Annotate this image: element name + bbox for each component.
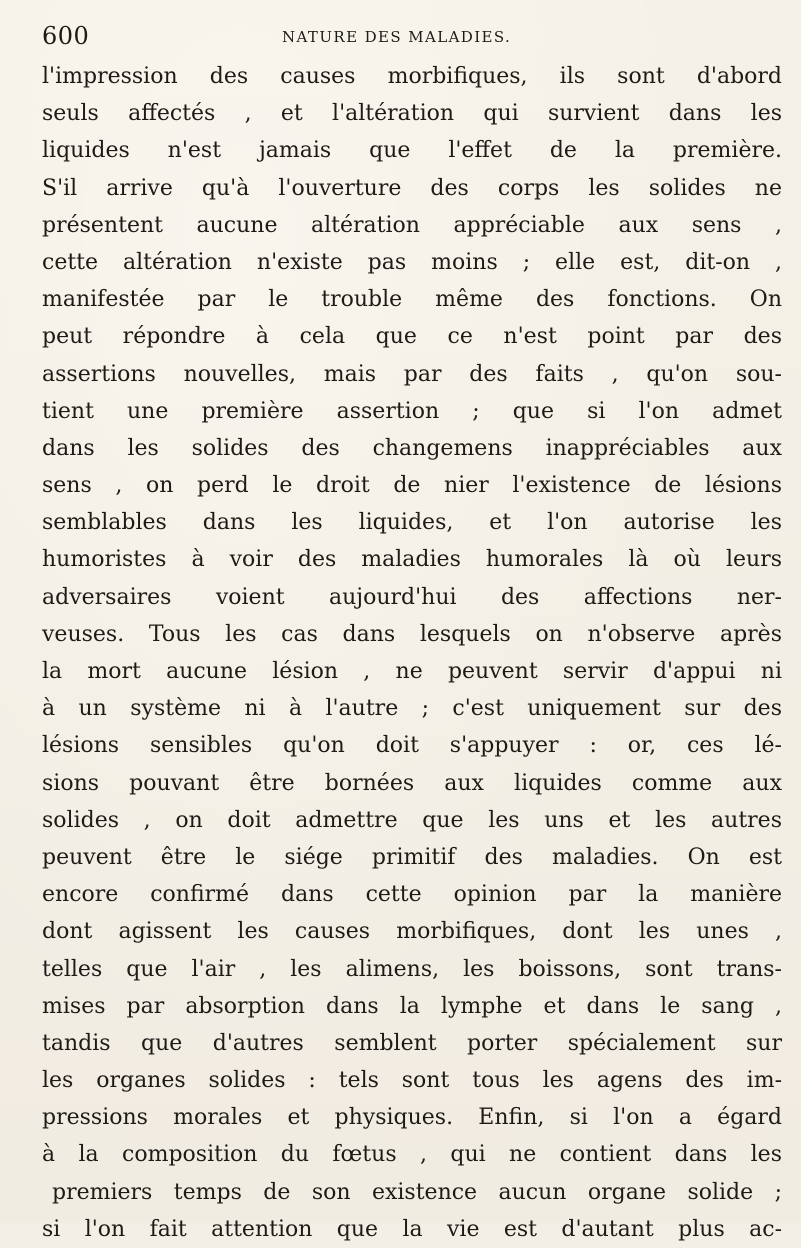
text-line: manifestée par le trouble même des fonctions. On xyxy=(42,287,782,313)
text-line: mises par absorption dans la lymphe et dans le sang , xyxy=(42,993,782,1019)
text-line: présentent aucune altération appréciable aux sens , xyxy=(42,212,782,238)
text-line: tandis que d'autres semblent porter spécialement sur xyxy=(42,1030,782,1056)
text-line: liquides n'est jamais que l'effet de la première. xyxy=(42,138,782,164)
text-line: veuses. Tous les cas dans lesquels on n'observe après xyxy=(42,621,782,647)
text-line: seuls affectés , et l'altération qui survient dans les xyxy=(42,101,782,127)
text-line: peuvent être le siége primitif des maladies. On est xyxy=(42,844,782,870)
text-line: humoristes à voir des maladies humorales là où leurs xyxy=(42,547,782,573)
text-line: telles que l'air , les alimens, les boissons, sont trans- xyxy=(42,956,782,982)
text-line: assertions nouvelles, mais par des faits , qu'on sou- xyxy=(42,361,782,387)
text-line: cette altération n'existe pas moins ; elle est, dit-on , xyxy=(42,249,782,275)
page-header xyxy=(42,22,762,56)
text-line: lésions sensibles qu'on doit s'appuyer : or, ces lé- xyxy=(42,733,782,759)
text-line: si l'on fait attention que la vie est d'autant plus ac- xyxy=(42,1216,782,1242)
text-line: solides , on doit admettre que les uns et les autres xyxy=(42,807,782,833)
body-text xyxy=(42,58,782,1248)
text-line: premiers temps de son existence aucun organe solide ; xyxy=(52,1179,782,1205)
text-line: encore confirmé dans cette opinion par la manière xyxy=(42,882,782,908)
text-line: dont agissent les causes morbifiques, dont les unes , xyxy=(42,919,782,945)
text-line: pressions morales et physiques. Enfin, si l'on a égard xyxy=(42,1105,782,1131)
text-line: S'il arrive qu'à l'ouverture des corps les solides ne xyxy=(42,175,782,201)
text-line: dans les solides des changemens inappréciables aux xyxy=(42,435,782,461)
running-head: NATURE DES MALADIES. xyxy=(282,28,512,46)
text-line: tient une première assertion ; que si l'on admet xyxy=(42,398,782,424)
text-line: sens , on perd le droit de nier l'existence de lésions xyxy=(42,473,782,499)
text-line: à un système ni à l'autre ; c'est uniquement sur des xyxy=(42,696,782,722)
text-line: la mort aucune lésion , ne peuvent servir d'appui ni xyxy=(42,659,782,684)
text-line: peut répondre à cela que ce n'est point par des xyxy=(42,324,782,350)
page-number: 600 xyxy=(42,22,90,50)
text-line: les organes solides : tels sont tous les agens des im- xyxy=(42,1068,782,1094)
text-line: sions pouvant être bornées aux liquides comme aux xyxy=(42,770,782,796)
text-line: l'impression des causes morbifiques, ils sont d'abord xyxy=(42,64,782,89)
text-line: adversaires voient aujourd'hui des affections ner- xyxy=(42,584,782,610)
text-line: semblables dans les liquides, et l'on autorise les xyxy=(42,510,782,536)
text-line: à la composition du fœtus , qui ne contient dans les xyxy=(42,1142,782,1168)
